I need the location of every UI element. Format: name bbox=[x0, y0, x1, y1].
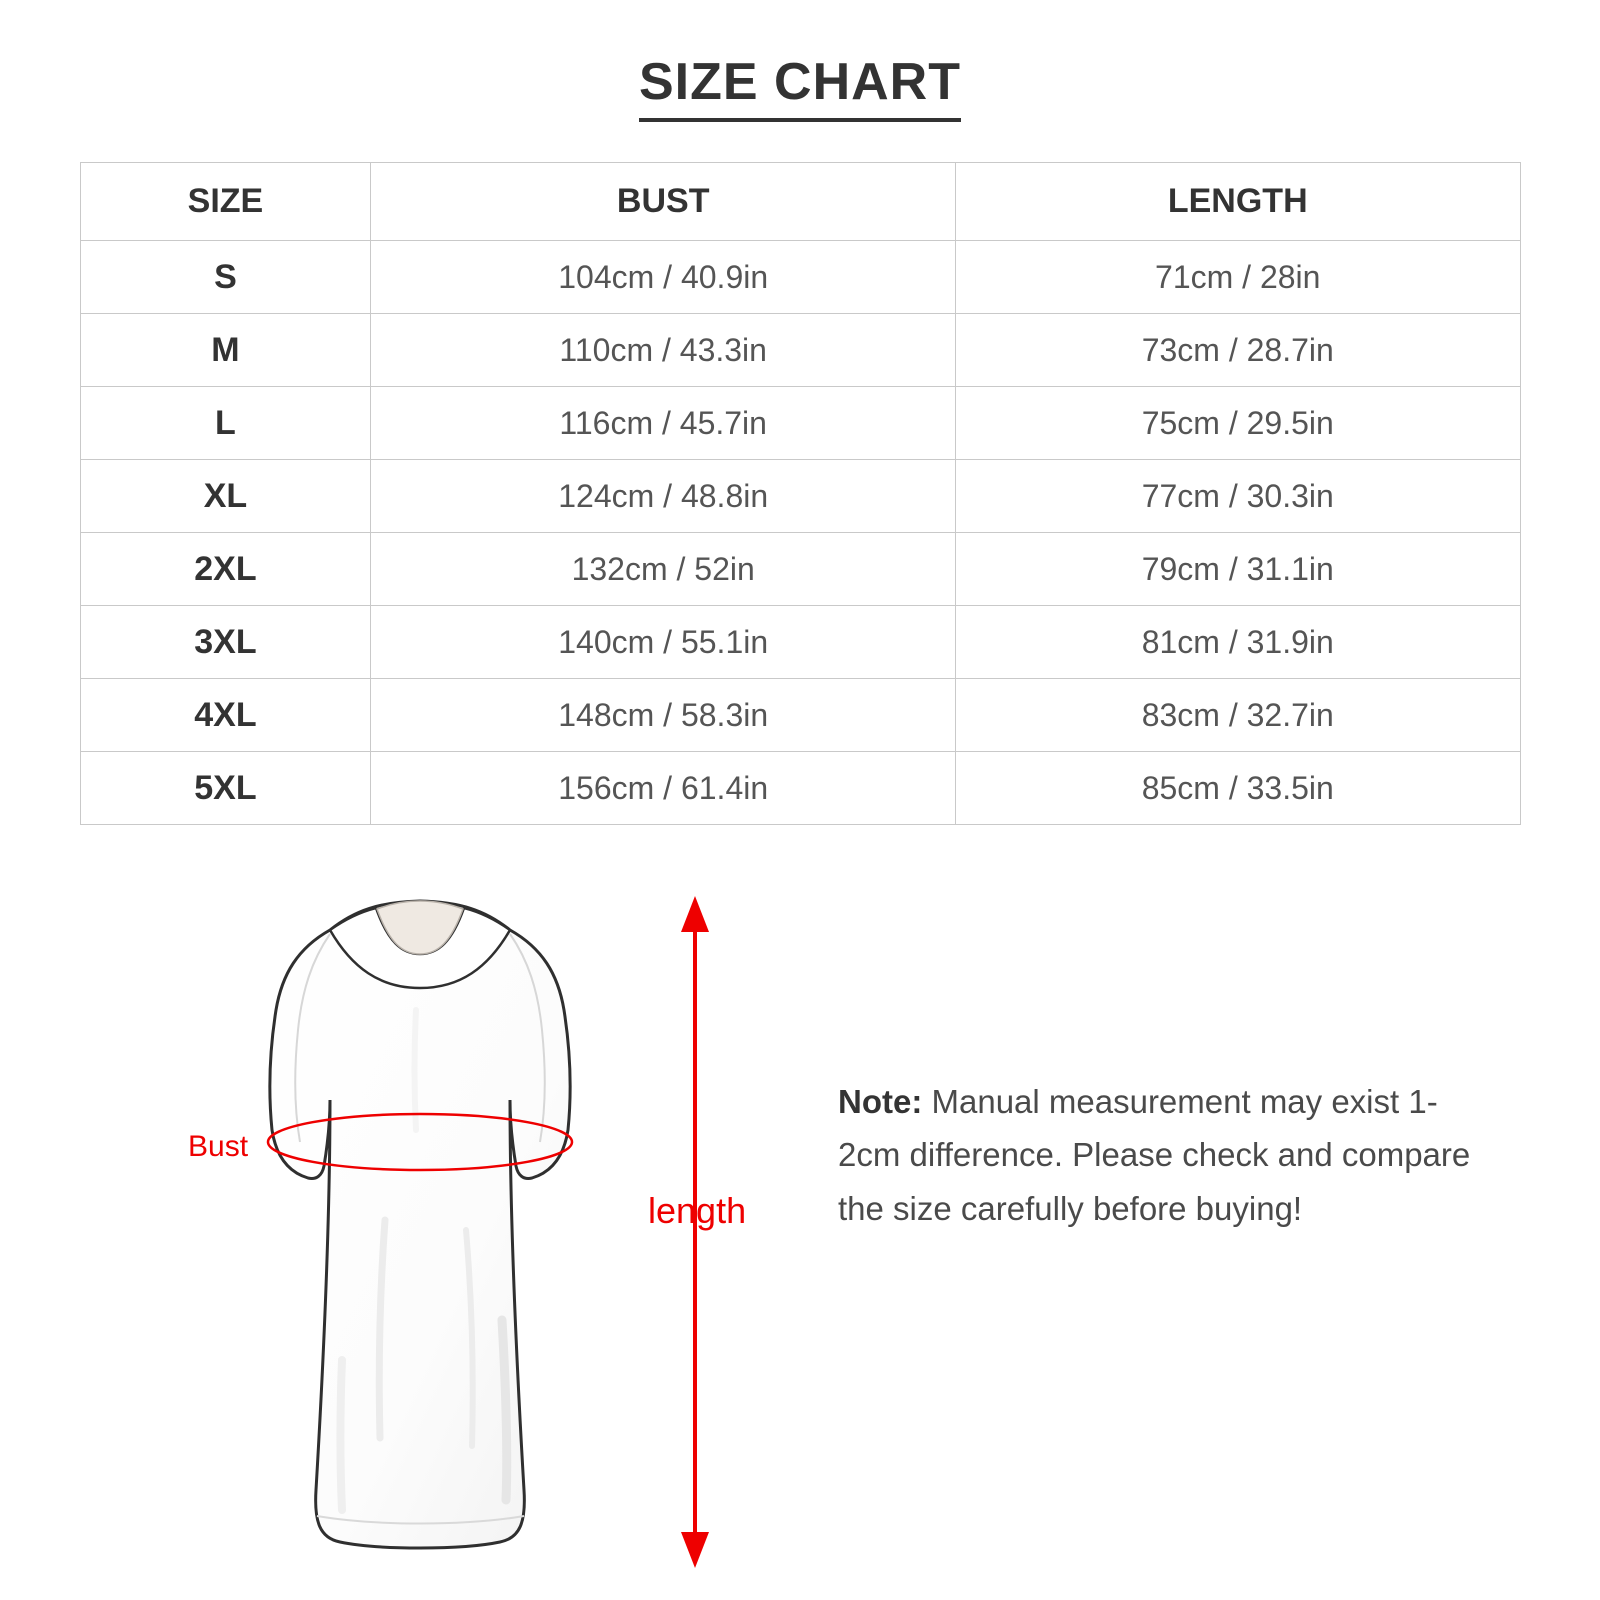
table-header-row bbox=[80, 163, 1520, 241]
cell-length: 81cm / 31.9in bbox=[956, 606, 1521, 679]
cell-size: XL bbox=[80, 460, 371, 533]
cell-size: S bbox=[80, 241, 371, 314]
bust-measure-label: Bust bbox=[188, 1130, 249, 1163]
tank-top-illustration bbox=[180, 890, 660, 1580]
cell-bust: 156cm / 61.4in bbox=[371, 752, 956, 825]
table-row bbox=[80, 752, 1520, 825]
cell-bust: 104cm / 40.9in bbox=[371, 241, 956, 314]
cell-length: 85cm / 33.5in bbox=[956, 752, 1521, 825]
cell-bust: 116cm / 45.7in bbox=[371, 387, 956, 460]
note-lead: Note: bbox=[838, 1083, 923, 1120]
cell-length: 83cm / 32.7in bbox=[956, 679, 1521, 752]
note-text bbox=[838, 1075, 1478, 1235]
cell-size: 4XL bbox=[80, 679, 371, 752]
vertical-double-arrow-icon bbox=[655, 890, 855, 1580]
cell-length: 71cm / 28in bbox=[956, 241, 1521, 314]
tank-top-icon bbox=[180, 890, 660, 1580]
table-row bbox=[80, 606, 1520, 679]
cell-bust: 124cm / 48.8in bbox=[371, 460, 956, 533]
table-row bbox=[80, 241, 1520, 314]
length-measure-label: length bbox=[648, 1190, 747, 1231]
cell-bust: 148cm / 58.3in bbox=[371, 679, 956, 752]
column-header-length: LENGTH bbox=[956, 163, 1521, 241]
cell-length: 77cm / 30.3in bbox=[956, 460, 1521, 533]
cell-bust: 132cm / 52in bbox=[371, 533, 956, 606]
page-title-container bbox=[0, 0, 1600, 122]
table-row bbox=[80, 533, 1520, 606]
table-row bbox=[80, 387, 1520, 460]
note-body: Manual measurement may exist 1-2cm difference. Please check and compare the size carefully before buying! bbox=[838, 1083, 1471, 1227]
cell-bust: 140cm / 55.1in bbox=[371, 606, 956, 679]
cell-size: 2XL bbox=[80, 533, 371, 606]
size-chart-table-container bbox=[80, 162, 1521, 825]
table-row bbox=[80, 679, 1520, 752]
cell-length: 79cm / 31.1in bbox=[956, 533, 1521, 606]
cell-bust: 110cm / 43.3in bbox=[371, 314, 956, 387]
cell-length: 75cm / 29.5in bbox=[956, 387, 1521, 460]
cell-size: L bbox=[80, 387, 371, 460]
cell-length: 73cm / 28.7in bbox=[956, 314, 1521, 387]
cell-size: 5XL bbox=[80, 752, 371, 825]
cell-size: 3XL bbox=[80, 606, 371, 679]
size-chart-table bbox=[80, 162, 1521, 825]
cell-size: M bbox=[80, 314, 371, 387]
column-header-bust: BUST bbox=[371, 163, 956, 241]
column-header-size: SIZE bbox=[80, 163, 371, 241]
page-title: SIZE CHART bbox=[639, 52, 961, 122]
table-row bbox=[80, 314, 1520, 387]
illustration-section bbox=[0, 880, 1600, 1580]
table-row bbox=[80, 460, 1520, 533]
length-measure-arrow bbox=[655, 890, 855, 1580]
